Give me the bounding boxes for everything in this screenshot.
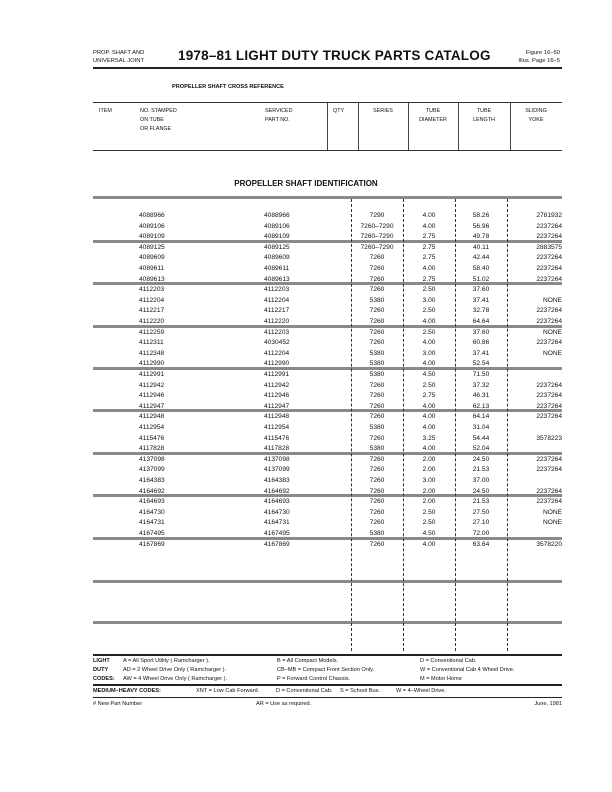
table-row <box>93 253 562 263</box>
cell-series: 7260–7290 <box>360 233 394 241</box>
legend-rule-bottom <box>93 697 562 698</box>
table-row <box>93 211 562 221</box>
cell-yoke: NONE <box>542 328 562 336</box>
cell-stamped: 4137098 <box>139 455 165 463</box>
cell-yoke: 2237264 <box>536 318 562 325</box>
legend-rule-top <box>93 654 562 656</box>
cell-diameter: 2.75 <box>422 392 436 400</box>
figure-reference <box>505 49 560 65</box>
new-part-note: # New Part Number <box>93 701 143 707</box>
code-a: A = All Sport Utility ( Ramcharger ). <box>123 658 210 664</box>
cell-series: 7260 <box>369 275 385 283</box>
cell-stamped: 4164383 <box>139 477 165 484</box>
cross-reference-title: PROPELLER SHAFT CROSS REFERENCE <box>172 84 284 90</box>
table-row <box>93 285 562 295</box>
cell-serviced: 4164693 <box>264 498 290 506</box>
code-m: M = Motor Home <box>420 676 462 682</box>
cell-stamped: 4112217 <box>139 307 165 315</box>
table-row <box>93 391 562 401</box>
col-yoke-line2: YOKE <box>528 117 544 123</box>
cell-serviced: 4137099 <box>264 466 290 474</box>
cell-yoke: NONE <box>542 349 562 357</box>
cell-series: 7260 <box>369 519 385 527</box>
col-sliding-yoke <box>510 103 562 150</box>
col-stamped-line2: ON TUBE <box>140 117 164 123</box>
cell-stamped: 4089609 <box>139 254 165 262</box>
table-row <box>93 275 562 285</box>
cell-stamped: 4088966 <box>139 212 165 219</box>
cell-stamped: 4112942 <box>139 381 165 389</box>
cell-yoke: 3578220 <box>536 540 562 548</box>
cell-yoke: 2237264 <box>536 265 562 272</box>
cell-series: 7260 <box>369 413 385 421</box>
cell-series: 5380 <box>369 296 385 304</box>
cell-diameter: 3.00 <box>422 296 436 304</box>
cell-length: 64.14 <box>472 413 490 421</box>
cell-series: 7260 <box>369 402 385 410</box>
cell-serviced: 4089125 <box>264 243 290 251</box>
cell-stamped: 4112990 <box>139 360 165 368</box>
cell-stamped: 4089106 <box>139 222 165 230</box>
cell-stamped: 4112946 <box>139 392 165 400</box>
cell-serviced: 4137098 <box>264 455 290 463</box>
cell-yoke: 2237264 <box>536 392 562 400</box>
cell-stamped: 4112220 <box>139 318 165 325</box>
cell-stamped: 4112203 <box>139 286 165 294</box>
cell-series: 7260 <box>369 254 385 262</box>
cell-yoke: 2237264 <box>536 487 562 495</box>
cell-diameter: 4.00 <box>422 360 436 368</box>
cell-length: 72.00 <box>472 530 490 537</box>
table-row <box>93 349 562 359</box>
cell-stamped: 4112311 <box>139 339 164 347</box>
cell-yoke: NONE <box>542 508 562 516</box>
cell-yoke: 2237264 <box>536 381 562 389</box>
cell-serviced: 4112204 <box>264 349 290 357</box>
col-serviced <box>265 103 325 150</box>
row-group-band <box>93 621 562 624</box>
cell-length: 24.50 <box>472 487 490 495</box>
cell-diameter: 2.50 <box>422 286 436 294</box>
table-row <box>93 243 562 253</box>
cell-serviced: 4167869 <box>264 540 290 548</box>
cell-yoke: 2237264 <box>536 498 562 506</box>
cell-serviced: 4164692 <box>264 487 290 495</box>
section-label-line2: UNIVERSAL JOINT <box>93 58 144 64</box>
cell-diameter: 2.00 <box>422 487 436 495</box>
cell-stamped: 4089611 <box>139 265 165 272</box>
cell-serviced: 4164731 <box>264 519 290 527</box>
cell-yoke: 2237264 <box>536 307 562 315</box>
cell-yoke: NONE <box>542 296 562 304</box>
cell-length: 40.11 <box>472 243 489 251</box>
cell-length: 54.44 <box>472 434 490 442</box>
cell-stamped: 4167869 <box>139 540 165 548</box>
cell-length: 21.53 <box>472 498 490 506</box>
cell-serviced: 4117828 <box>264 445 290 453</box>
code-w: W = Conventional Cab 4 Wheel Drive. <box>420 667 515 673</box>
cell-serviced: 4167495 <box>264 530 290 537</box>
cell-serviced: 4089613 <box>264 275 290 283</box>
cell-diameter: 2.50 <box>422 307 436 315</box>
table-row <box>93 370 562 380</box>
cell-length: 37.60 <box>472 286 490 294</box>
cell-stamped: 4164731 <box>139 519 165 527</box>
table-row <box>93 455 562 465</box>
cell-serviced: 4112991 <box>264 371 290 378</box>
cell-yoke: 2237264 <box>536 339 562 347</box>
table-row <box>93 412 562 422</box>
cell-series: 7260 <box>369 487 385 495</box>
table-row <box>93 296 562 306</box>
row-group-band <box>93 196 562 199</box>
cell-serviced: 4089109 <box>264 233 290 241</box>
cross-reference-header <box>93 102 562 151</box>
cell-diameter: 2.75 <box>422 233 436 241</box>
table-row <box>93 423 562 433</box>
cell-diameter: 3.25 <box>422 434 436 442</box>
cell-length: 27.10 <box>472 519 490 527</box>
cell-yoke: 2237264 <box>536 466 562 474</box>
cell-length: 58.40 <box>472 265 490 272</box>
light-duty-label-2: DUTY <box>93 667 109 673</box>
cell-yoke: 2237264 <box>536 222 562 230</box>
col-diameter-line2: DIAMETER <box>419 117 447 123</box>
cell-stamped: 4137099 <box>139 466 165 474</box>
cell-serviced: 4112204 <box>264 296 290 304</box>
cell-serviced: 4030452 <box>264 339 290 347</box>
cell-diameter: 4.00 <box>422 339 436 347</box>
cell-diameter: 4.00 <box>422 540 436 548</box>
cell-length: 60.86 <box>472 339 490 347</box>
cell-serviced: 4089611 <box>264 265 290 272</box>
table-row <box>93 359 562 369</box>
cell-stamped: 4112948 <box>139 413 165 421</box>
footer <box>93 699 562 709</box>
cell-length: 71.50 <box>472 371 490 378</box>
col-serviced-line1: SERVICED <box>265 108 293 114</box>
cell-serviced: 4164730 <box>264 508 290 516</box>
cell-diameter: 4.00 <box>422 222 436 230</box>
cell-serviced: 4089106 <box>264 222 290 230</box>
cell-length: 27.50 <box>472 508 490 516</box>
cell-stamped: 4167495 <box>139 530 165 537</box>
cell-stamped: 4112947 <box>139 402 165 410</box>
cell-length: 37.32 <box>472 381 490 389</box>
cell-series: 7290 <box>369 212 385 219</box>
cell-length: 42.44 <box>472 254 490 262</box>
cell-yoke: 2237264 <box>536 233 562 241</box>
cell-series: 7260–7290 <box>360 243 394 251</box>
cell-serviced: 4112947 <box>264 402 290 410</box>
cell-diameter: 2.00 <box>422 498 436 506</box>
table-row <box>93 518 562 528</box>
cell-length: 37.41 <box>472 349 490 357</box>
cell-stamped: 4164693 <box>139 498 165 506</box>
cell-series: 7260 <box>369 477 385 484</box>
cell-stamped: 4089125 <box>139 243 165 251</box>
col-item <box>99 103 139 150</box>
cell-series: 7260 <box>369 508 385 516</box>
cell-series: 5380 <box>369 424 385 431</box>
cell-stamped: 4089109 <box>139 233 165 241</box>
cell-length: 46.31 <box>472 392 490 400</box>
cell-series: 7260 <box>369 466 385 474</box>
cell-series: 5380 <box>369 530 385 537</box>
col-qty <box>333 103 358 150</box>
cell-yoke: 2237264 <box>536 275 562 283</box>
cell-stamped: 4112991 <box>139 371 165 378</box>
cell-serviced: 4115476 <box>264 434 290 442</box>
table-row <box>93 465 562 475</box>
cell-diameter: 2.50 <box>422 328 436 336</box>
code-p: P = Forward Control Chassis. <box>277 676 351 682</box>
table-row <box>93 222 562 232</box>
figure-number: Figure 16–50 <box>525 50 560 56</box>
code-aw: AW = 4 Wheel Drive Only ( Ramcharger ). <box>123 676 228 682</box>
cell-length: 63.64 <box>472 540 490 548</box>
code-ad: AD = 2 Wheel Drive Only ( Ramcharger ). <box>123 667 227 673</box>
cell-length: 24.50 <box>472 455 490 463</box>
col-length-line2: LENGTH <box>473 117 495 123</box>
table-row <box>93 232 562 242</box>
light-duty-label-1: LIGHT <box>93 658 110 664</box>
cell-serviced: 4088966 <box>264 212 290 219</box>
light-duty-label-3: CODES: <box>93 676 115 682</box>
cell-diameter: 2.50 <box>422 519 436 527</box>
cell-yoke: 2781932 <box>536 212 562 219</box>
cell-length: 56.96 <box>472 222 490 230</box>
cell-series: 7260 <box>369 328 385 336</box>
col-stamped-line3: OR FLANGE <box>140 126 172 132</box>
cell-diameter: 3.00 <box>422 477 436 484</box>
cell-stamped: 4112348 <box>139 349 165 357</box>
cell-series: 7260–7290 <box>360 222 394 230</box>
ar-note: AR = Use as required. <box>256 701 312 707</box>
divider <box>327 103 328 150</box>
cell-diameter: 2.75 <box>422 254 436 262</box>
table-row <box>93 381 562 391</box>
cell-serviced: 4112942 <box>264 381 290 389</box>
row-group-band <box>93 580 562 583</box>
cell-series: 7260 <box>369 318 385 325</box>
cell-yoke: 2237264 <box>536 254 562 262</box>
cell-series: 7260 <box>369 392 385 400</box>
table-row <box>93 317 562 327</box>
cell-yoke: 2237264 <box>536 455 562 463</box>
cell-serviced: 4112220 <box>264 318 290 325</box>
cell-length: 37.00 <box>472 477 490 484</box>
col-series-label: SERIES <box>373 108 393 114</box>
cell-series: 5380 <box>369 349 385 357</box>
col-tube-diameter <box>408 103 458 150</box>
cell-series: 7260 <box>369 455 385 463</box>
section-label <box>93 49 144 65</box>
cell-stamped: 4112954 <box>139 424 165 431</box>
cell-length: 62.13 <box>472 402 490 410</box>
identification-title: PROPELLER SHAFT IDENTIFICATION <box>234 179 378 188</box>
cell-diameter: 4.00 <box>422 445 436 453</box>
cell-diameter: 4.00 <box>422 212 436 219</box>
table-row <box>93 264 562 274</box>
cell-series: 5380 <box>369 445 385 453</box>
cell-series: 7260 <box>369 498 385 506</box>
cell-length: 52.54 <box>472 360 490 368</box>
cell-length: 37.41 <box>472 296 490 304</box>
cell-stamped: 4117828 <box>139 445 165 453</box>
cell-length: 37.60 <box>472 328 490 336</box>
cell-diameter: 3.00 <box>422 349 436 357</box>
page-title: 1978–81 LIGHT DUTY TRUCK PARTS CATALOG <box>178 48 491 63</box>
cell-diameter: 2.75 <box>422 275 436 283</box>
cell-series: 7260 <box>369 307 385 315</box>
cell-diameter: 4.00 <box>422 265 436 272</box>
cell-length: 64.64 <box>472 318 490 325</box>
table-row <box>93 508 562 518</box>
cell-length: 51.02 <box>472 275 490 283</box>
cell-stamped: 4112204 <box>139 296 165 304</box>
cell-length: 31.04 <box>472 424 490 431</box>
cell-series: 5380 <box>369 371 385 378</box>
cell-stamped: 4164730 <box>139 508 165 516</box>
cell-diameter: 4.50 <box>422 530 436 537</box>
cell-serviced: 4089609 <box>264 254 290 262</box>
cell-yoke: 2237264 <box>536 413 562 421</box>
cell-length: 58.26 <box>472 212 490 219</box>
cell-serviced: 4112203 <box>264 328 290 336</box>
col-series <box>358 103 408 150</box>
cell-diameter: 4.00 <box>422 318 436 325</box>
cell-length: 49.78 <box>472 233 490 241</box>
publication-date: June, 1981 <box>534 701 562 707</box>
medium-heavy-codes <box>93 686 562 696</box>
col-item-label: ITEM <box>99 108 112 114</box>
cell-series: 7260 <box>369 286 385 294</box>
cell-stamped: 4112259 <box>139 328 165 336</box>
cell-serviced: 4112948 <box>264 413 290 421</box>
illus-page: Illus. Page 16–5 <box>518 58 560 64</box>
section-label-line1: PROP. SHAFT AND <box>93 50 145 56</box>
cell-yoke: 2237264 <box>536 402 562 410</box>
cell-series: 7260 <box>369 339 385 347</box>
col-qty-label: QTY <box>333 108 345 114</box>
table-row <box>93 540 562 550</box>
cell-series: 7260 <box>369 434 385 442</box>
table-row <box>93 444 562 454</box>
cell-stamped: 4115476 <box>139 434 165 442</box>
cell-length: 52.04 <box>472 445 490 453</box>
cell-yoke: 2883575 <box>536 243 562 251</box>
code-xnt: XNT = Low Cab Forward. <box>196 688 260 694</box>
medium-heavy-label: MEDIUM–HEAVY CODES: <box>93 688 161 694</box>
table-row <box>93 497 562 507</box>
col-stamped-line1: NO. STAMPED <box>140 108 177 114</box>
table-row <box>93 476 562 486</box>
cell-yoke: 3578223 <box>536 434 562 442</box>
cell-serviced: 4112946 <box>264 392 290 400</box>
table-row <box>93 338 562 348</box>
cell-serviced: 4112217 <box>264 307 290 315</box>
col-stamped <box>140 103 230 150</box>
cell-serviced: 4112954 <box>264 424 290 431</box>
cell-series: 5380 <box>369 360 385 368</box>
table-row <box>93 529 562 539</box>
cell-series: 7260 <box>369 540 385 548</box>
cell-diameter: 2.00 <box>422 455 436 463</box>
cell-diameter: 2.50 <box>422 508 436 516</box>
cell-serviced: 4112990 <box>264 360 290 368</box>
col-length-line1: TUBE <box>476 108 492 114</box>
col-diameter-line1: TUBE <box>425 108 441 114</box>
cell-diameter: 2.50 <box>422 381 436 389</box>
table-row <box>93 434 562 444</box>
cell-diameter: 2.00 <box>422 466 436 474</box>
cell-diameter: 4.00 <box>422 413 436 421</box>
table-row <box>93 328 562 338</box>
table-row <box>93 306 562 316</box>
cell-serviced: 4112203 <box>264 286 290 294</box>
col-serviced-line2: PART NO. <box>265 117 290 123</box>
cell-length: 32.78 <box>472 307 490 315</box>
code-b: B = All Compact Models. <box>277 658 339 664</box>
cell-stamped: 4089613 <box>139 275 165 283</box>
code-w-medium: W = 4–Wheel Drive. <box>396 688 446 694</box>
code-s: S = School Bus. <box>340 688 380 694</box>
header-rule <box>93 67 562 69</box>
table-row <box>93 487 562 497</box>
code-d: D = Conventional Cab. <box>420 658 477 664</box>
cell-diameter: 2.75 <box>422 243 436 251</box>
col-yoke-line1: SLIDING <box>525 108 547 114</box>
code-d-medium: D = Conventional Cab. <box>276 688 333 694</box>
cell-stamped: 4164692 <box>139 487 165 495</box>
col-tube-length <box>458 103 510 150</box>
cell-yoke: NONE <box>542 519 562 527</box>
cell-diameter: 4.50 <box>422 371 436 378</box>
cell-length: 21.53 <box>472 466 490 474</box>
cell-diameter: 4.00 <box>422 424 436 431</box>
table-row <box>93 402 562 412</box>
code-cb-mb: CB–MB = Compact Front Section Only. <box>277 667 375 673</box>
cell-diameter: 4.00 <box>422 402 436 410</box>
cell-series: 7260 <box>369 265 385 272</box>
cell-serviced: 4164383 <box>264 477 290 484</box>
cell-series: 7260 <box>369 381 385 389</box>
